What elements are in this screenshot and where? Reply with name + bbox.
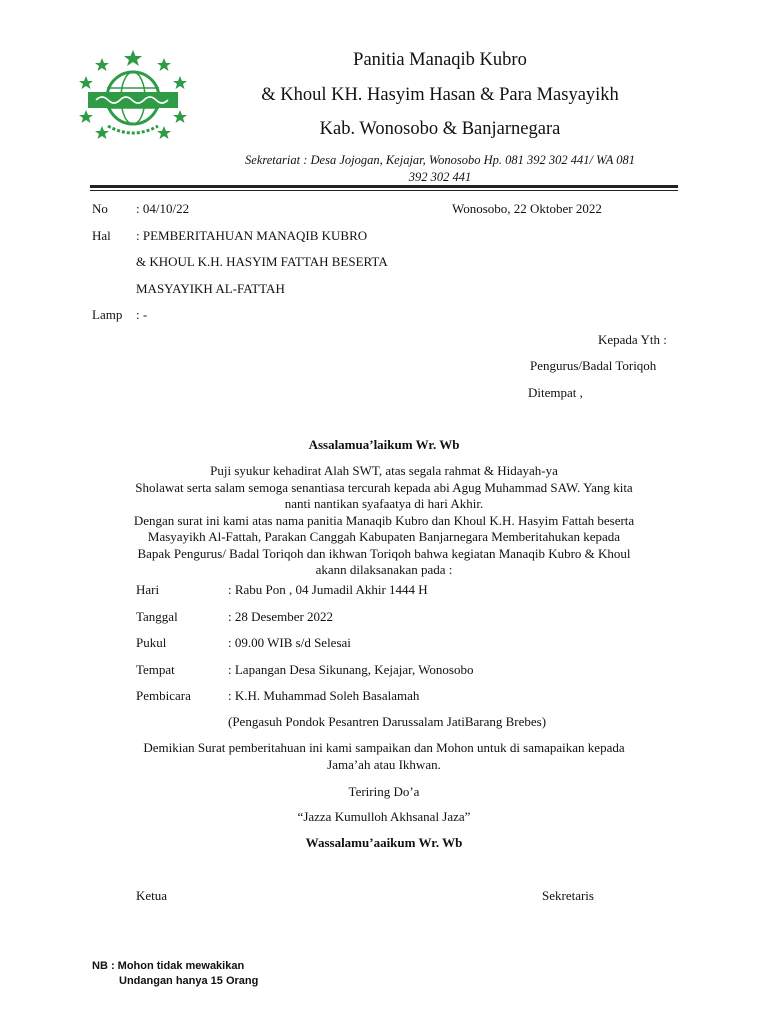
body-line: Bapak Pengurus/ Badal Toriqoh dan ikhwan Toriqoh bahwa kegiatan Manaqib Kubro & Khoul <box>137 545 631 561</box>
detail-value-tanggal: : 28 Desember 2022 <box>228 609 334 624</box>
body-line: akann dilaksanakan pada : <box>315 562 453 577</box>
recipient-line3: Ditempat , <box>528 385 583 400</box>
greeting: Assalamua’laikum Wr. Wb <box>308 437 460 452</box>
detail-value-pukul: : 09.00 WIB s/d Selesai <box>228 635 351 650</box>
body-line: nanti nantikan syafaatya di hari Akhir. <box>284 496 484 511</box>
no-label: No <box>92 201 108 216</box>
closing-line: Jama’ah atau Ikhwan. <box>327 756 441 772</box>
lamp-label: Lamp <box>92 307 123 322</box>
closing-line: Demikian Surat pemberitahuan ini kami sampaikan dan Mohon untuk di samapaikan kepada <box>143 740 625 755</box>
org-name-line1: Panitia Manaqib Kubro <box>353 50 527 70</box>
org-name-line2: & Khoul KH. Hasyim Hasan & Para Masyayikh <box>261 85 619 105</box>
org-name-line3: Kab. Wonosobo & Banjarnegara <box>319 119 561 139</box>
body-paragraph <box>84 463 684 579</box>
doa-quote: “Jazza Kumulloh Akhsanal Jaza” <box>297 809 471 824</box>
header-rule-thick <box>90 185 678 188</box>
detail-value-hari: : Rabu Pon , 04 Jumadil Akhir 1444 H <box>228 582 428 597</box>
nb-line1: NB : Mohon tidak mewakikan <box>92 960 245 972</box>
recipient-line1: Kepada Yth : <box>598 332 667 347</box>
signature-ketua: Ketua <box>136 888 168 903</box>
secretariat-line2: 392 302 441 <box>408 170 472 184</box>
header-rule-thin <box>90 190 678 191</box>
closing-paragraph <box>84 740 684 773</box>
recipient-line2: Pengurus/Badal Toriqoh <box>530 358 657 373</box>
nb-note <box>92 959 258 989</box>
detail-value-tempat: : Lapangan Desa Sikunang, Kejajar, Wonosobo <box>228 662 474 677</box>
detail-label-pukul: Pukul <box>136 635 167 650</box>
secretariat-line1: Sekretariat : Desa Jojogan, Kejajar, Wonosobo Hp. 081 392 302 441/ WA 081 <box>245 153 635 167</box>
teriring-doa: Teriring Do’a <box>348 784 420 799</box>
hal-line1: : PEMBERITAHUAN MANAQIB KUBRO <box>136 228 368 243</box>
detail-label-hari: Hari <box>136 582 160 597</box>
detail-value-pembicara: : K.H. Muhammad Soleh Basalamah <box>228 688 420 703</box>
detail-label-tempat: Tempat <box>136 662 175 677</box>
body-line: Dengan surat ini kami atas nama panitia Manaqib Kubro dan Khoul K.H. Hasyim Fattah beserta <box>133 512 635 528</box>
hal-line3: MASYAYIKH AL-FATTAH <box>136 281 285 296</box>
nahdlatul-emblem-icon <box>78 48 188 146</box>
signature-sekretaris: Sekretaris <box>542 888 594 903</box>
hal-label: Hal <box>92 228 111 243</box>
closing-salam: Wassalamu’aaikum Wr. Wb <box>305 835 463 850</box>
body-line: Puji syukur kehadirat Alah SWT, atas segala rahmat & Hidayah-ya <box>210 463 558 478</box>
detail-label-pembicara: Pembicara <box>136 688 191 703</box>
detail-label-tanggal: Tanggal <box>136 609 178 624</box>
no-value: : 04/10/22 <box>136 201 190 216</box>
lamp-value: : - <box>136 307 148 322</box>
place-date: Wonosobo, 22 Oktober 2022 <box>452 201 602 216</box>
hal-line2: & KHOUL K.H. HASYIM FATTAH BESERTA <box>136 254 388 269</box>
speaker-note: (Pengasuh Pondok Pesantren Darussalam JatiBarang Brebes) <box>228 714 547 729</box>
nb-line2: Undangan hanya 15 Orang <box>119 975 259 987</box>
body-line: Sholawat serta salam semoga senantiasa tercurah kepada abi Agug Muhammad SAW. Yang kita <box>135 479 633 495</box>
body-line: Masyayikh Al-Fattah, Parakan Canggah Kabupaten Banjarnegara Memberitahukan kepada <box>147 529 621 544</box>
